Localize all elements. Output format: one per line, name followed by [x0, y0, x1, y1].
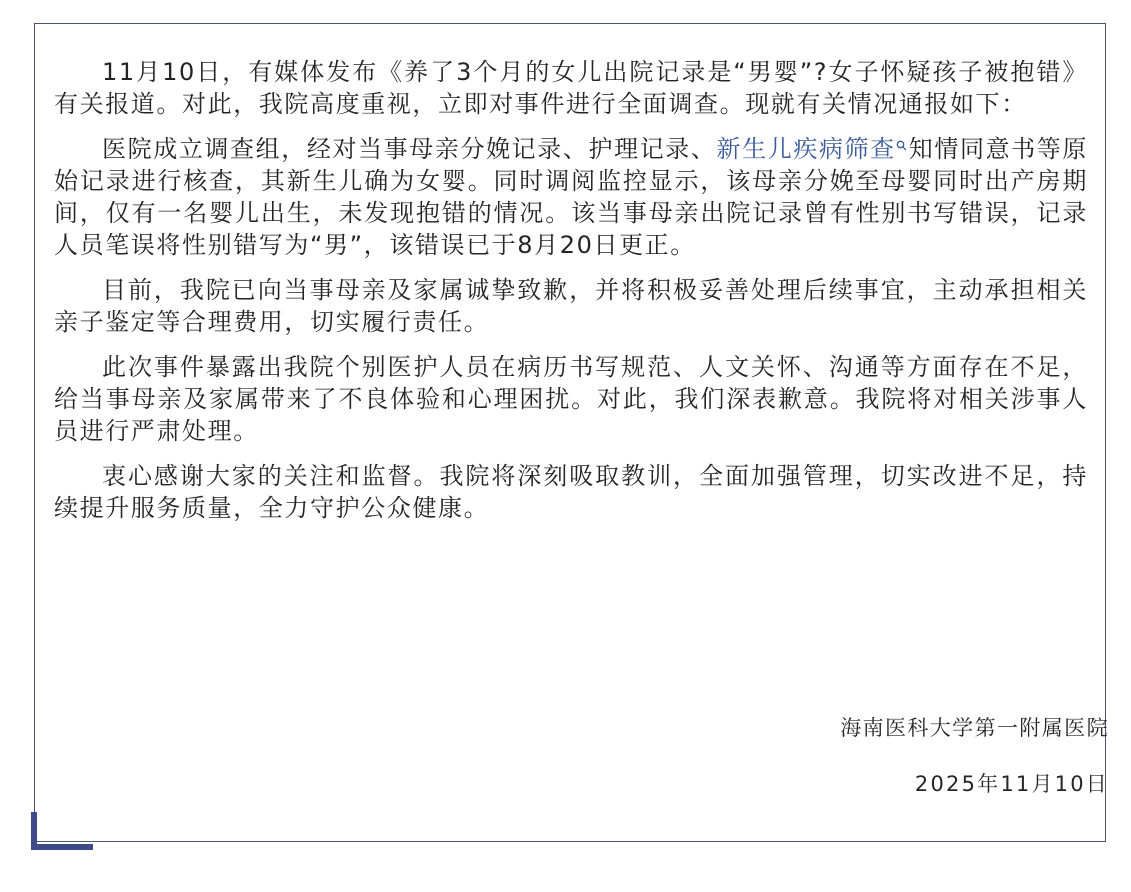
corner-accent: [31, 812, 93, 850]
paragraph-investigation: [54, 133, 1088, 261]
paragraph-investigation-rest: 知情同意书等原始记录进行核查，其新生儿确为女婴。同时调阅监控显示，该母亲分娩至母婴同时出产房期间，仅有一名婴儿出生，未发现抱错的情况。该当事母亲出院记录曾有性别书写错误，记录人员笔误将性别错写为“男”，该错误已于8月20日更正。: [54, 135, 1088, 259]
paragraph-investigation-lead: 医院成立调查组，经对当事母亲分娩记录、护理记录、: [102, 135, 717, 163]
signature-date: 2025年11月10日: [914, 772, 1109, 796]
paragraph-intro: 11月10日，有媒体发布《养了3个月的女儿出院记录是“男婴”?女子怀疑孩子被抱错》有关报道。对此，我院高度重视，立即对事件进行全面调查。现就有关情况通报如下：: [54, 58, 1088, 118]
paragraph-shortcomings: 此次事件暴露出我院个别医护人员在病历书写规范、人文关怀、沟通等方面存在不足，给当事母亲及家属带来了不良体验和心理困扰。对此，我们深表歉意。我院将对相关涉事人员进行严肃处理。: [54, 353, 1088, 445]
signature-organization: 海南医科大学第一附属医院: [840, 716, 1109, 740]
paragraph-apology: 目前，我院已向当事母亲及家属诚挚致歉，并将积极妥善处理后续事宜，主动承担相关亲子鉴定等合理费用，切实履行责任。: [54, 276, 1088, 336]
paragraph-thanks: 衷心感谢大家的关注和监督。我院将深刻吸取教训，全面加强管理，切实改进不足，持续提升服务质量，全力守护公众健康。: [54, 462, 1088, 522]
search-icon[interactable]: [896, 131, 907, 147]
notice-body: [54, 56, 1088, 537]
newborn-screening-link[interactable]: 新生儿疾病筛查: [716, 135, 896, 163]
